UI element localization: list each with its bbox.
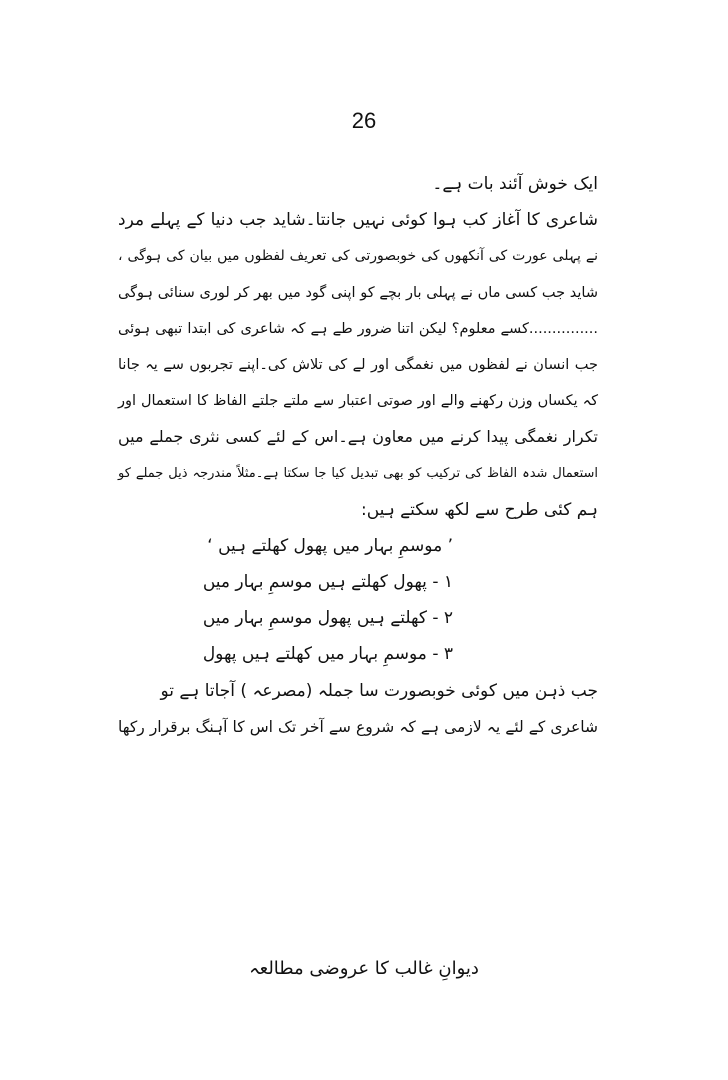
text-line: شاید جب کسی ماں نے پہلی بار بچے کو اپنی گود میں بھر کر لوری سنائی ہوگی <box>118 284 598 301</box>
text-line: تکرار نغمگی پیدا کرنے میں معاون ہے۔اس کے لئے کسی نثری جملے میں <box>118 427 598 447</box>
example-variant-2: ۲ - کھلتے ہیں پھول موسمِ بہار میں <box>202 608 453 629</box>
text-line: ...............کسے معلوم؟ لیکن اتنا ضرور طے ہے کہ شاعری کی ابتدا تبھی ہوئی <box>118 320 598 337</box>
example-sentence: ’ موسمِ بہار میں پھول کھلتے ہیں ‘ <box>207 535 453 556</box>
text-line: کہ یکساں وزن رکھنے والے اور صوتی اعتبار سے ملتے جلتے الفاظ کا استعمال اور <box>118 393 598 410</box>
body-text <box>118 166 598 745</box>
text-line: جب ذہن میں کوئی خوبصورت سا جملہ (مصرعہ ) آجاتا ہے تو <box>160 680 598 701</box>
text-line: شاعری کے لئے یہ لازمی ہے کہ شروع سے آخر تک اس کا آہنگ برقرار رکھا <box>118 717 598 736</box>
example-variant-3: ۳ - موسمِ بہار میں کھلتے ہیں پھول <box>202 644 453 665</box>
text-line: شاعری کا آغاز کب ہوا کوئی نہیں جانتا۔شاید جب دنیا کے پہلے مرد <box>118 210 598 231</box>
text-line: ایک خوش آئند بات ہے۔ <box>432 174 598 194</box>
page-number: 26 <box>351 108 377 133</box>
example-variant-1: ۱ - پھول کھلتے ہیں موسمِ بہار میں <box>202 572 453 593</box>
text-line: ہم کئی طرح سے لکھ سکتے ہیں: <box>361 499 598 520</box>
text-line: جب انسان نے لفظوں میں نغمگی اور لے کی تلاش کی۔اپنے تجربوں سے یہ جانا <box>118 356 598 373</box>
text-line: نے پہلی عورت کی آنکھوں کی خوبصورتی کی تعریف لفظوں میں بیان کی ہوگی ، <box>118 248 598 265</box>
running-footer: دیوانِ غالب کا عروضی مطالعہ <box>249 958 479 979</box>
text-line: استعمال شدہ الفاظ کی ترکیب کو بھی تبدیل کیا جا سکتا ہے۔مثلاً مندرجہ ذیل جملے کو <box>118 465 598 481</box>
